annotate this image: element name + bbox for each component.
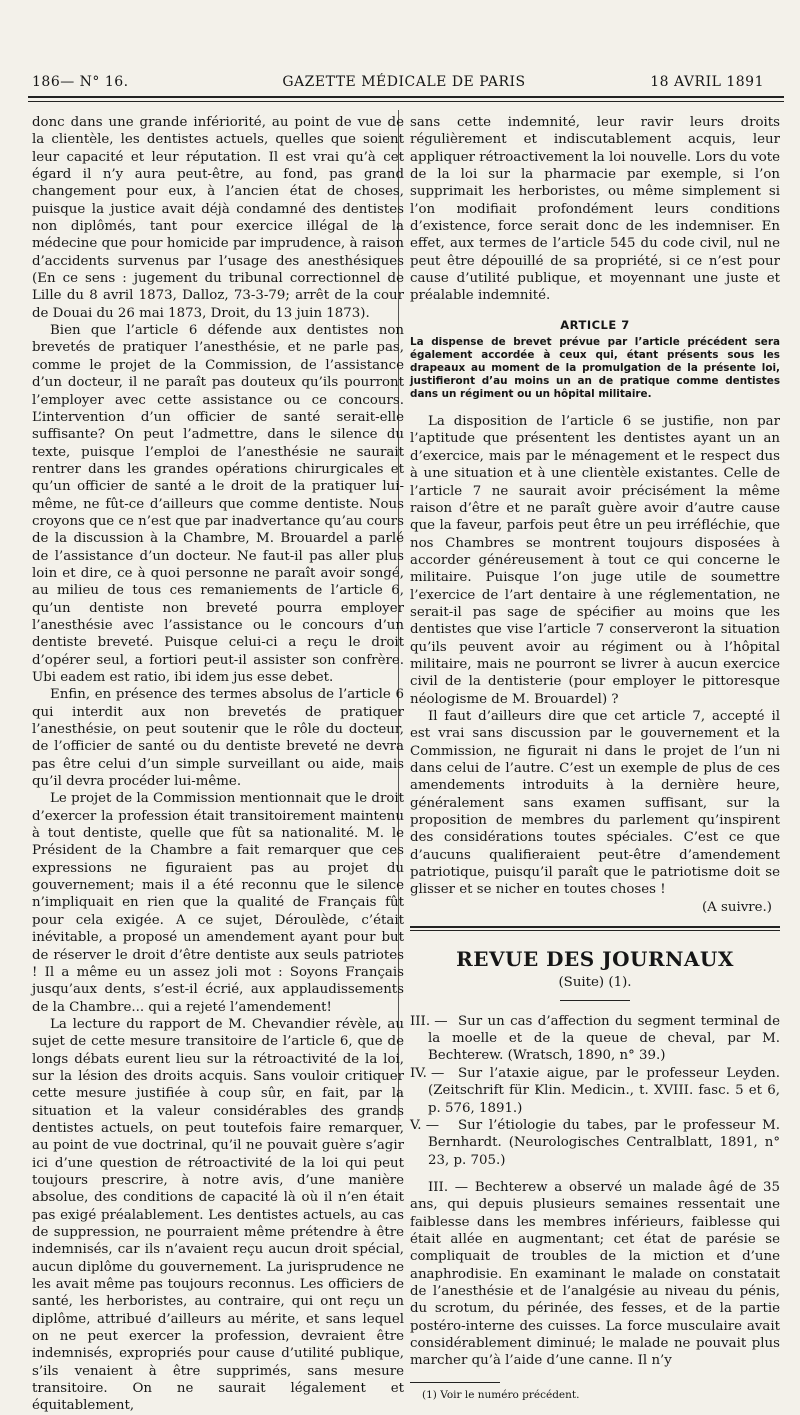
paragraph: III. — Bechterew a observé un malade âgé de 35 ans, qui depuis plusieurs semaines ressentait une faiblesse dans les membres inférieurs, faiblesse qui était allée en augmentant; cet état de parésie se compliquait de troubles de la miction et d’une anaphrodisie. En examinant le malade on constatait de l’anesthésie et de l’analgésie au niveau du pénis, du scrotum, du périnée, des fesses, et de la partie postéro-interne des cuisses. La force musculaire avait considérablement diminué; le malade ne pouvait plus marcher qu’à l’aide d’une canne. Il n’y [410,1179,780,1369]
paragraph: Enfin, en présence des termes absolus de l’article 6 qui interdit aux non brevetés de pratiquer l’anesthésie, on peut soutenir que le rôle du docteur, de l’officier de santé ou du dentiste breveté ne devra pas être celui d’un simple surveillant ou aide, mais qu’il devra procéder lui-même. [32,687,404,790]
reference-item [410,1013,780,1065]
footnote-rule [410,1382,500,1383]
journal-title: GAZETTE MÉDICALE DE PARIS [282,74,526,90]
reference-number: V. — [410,1117,440,1133]
to-be-continued: (A suivre.) [701,899,772,915]
page-number: 186— N° 16. [32,74,129,90]
reference-text: Sur l’ataxie aigue, par le professeur Leyden. (Zeitschrift für Klin. Medicin., t. XVIII. fasc. 5 et 6, p. 576, 1891.) [428,1065,780,1116]
section-rule [410,926,780,931]
right-column [410,114,780,1404]
reference-text: Sur l’étiologie du tabes, par le professeur M. Bernhardt. (Neurologisches Centralblatt, 1891, n° 23, p. 705.) [428,1117,780,1168]
paragraph: La lecture du rapport de M. Chevandier révèle, au sujet de cette mesure transitoire de l’article 6, que de longs débats eurent lieu sur la rétroactivité de la loi, sur la lésion des droits acquis. Sans vouloir critiquer cette mesure justifiée à coup sûr, en fait, par la situation et la valeur considérables des grands dentistes actuels, on peut toutefois faire remarquer, au point de vue doctrinal, qu’il ne pouvait guère s’agir ici d’une question de rétroactivité de la loi qui peut toujours prescrire, à notre avis, d’une manière absolue, des conditions de capacité là où il n’en était pas exigé préalablement. Les dentistes actuels, au cas de suppression, ne pourraient même prétendre à être indemnisés, car ils n’avaient reçu aucun droit spécial, aucun diplôme du gouvernement. La jurisprudence ne les avait même pas toujours reconnus. Les officiers de santé, les herboristes, au contraire, qui ont reçu un diplôme, attribué d’ailleurs au mérite, et sans lequel on ne peut exercer la profession, devraient être indemnisés, expropriés pour cause d’utilité publique, s’ils venaient à être supprimés, sans mesure transitoire. On ne saurait légalement et équitablement, [32,1016,404,1414]
reference-item [410,1065,780,1117]
left-column [32,114,404,1415]
reference-text: Sur un cas d’affection du segment terminal de la moelle et de la queue de cheval, par M. Bechterew. (Wratsch, 1890, n° 39.) [428,1013,780,1064]
running-header [28,74,780,96]
reference-number: III. — [410,1013,448,1029]
footnote: (1) Voir le numéro précédent. [422,1388,580,1401]
paragraph: Bien que l’article 6 défende aux dentistes non brevetés de pratiquer l’anesthésie, et ne parle pas, comme le projet de la Commission, de l’assistance d’un docteur, il ne paraît pas douteux qu’ils pourront l’employer avec cette assistance ou ce concours. L’intervention d’un officier de santé serait-elle suffisante? On peut l’admettre, dans le silence du texte, puisque l’emploi de l’anesthésie ne saurait rentrer dans les grandes opérations chirurgicales et qu’un officier de santé a le droit de la pratiquer lui-même, ne fût-ce d’ailleurs que comme dentiste. Nous croyons que ce n’est que par inadvertance qu’au cours de la discussion à la Chambre, M. Brouardel a parlé de l’assistance d’un docteur. Ne faut-il pas aller plus loin et dire, ce à quoi personne ne paraît avoir songé, au milieu de tous ces remaniements de l’article 6, qu’un dentiste non breveté pourra employer l’anesthésie avec l’assistance ou le concours d’un dentiste breveté. Puisque celui-ci a reçu le droit d’opérer seul, a fortiori peut-il assister son confrère. Ubi eadem est ratio, ibi idem jus esse debet. [32,323,404,685]
paragraph: La disposition de l’article 6 se justifie, non par l’aptitude que présentent les dentistes ayant un an d’exercice, mais par le ménagement et le respect dus à une situation et à une clientèle existantes. Celle de l’article 7 ne saurait avoir précisément la même raison d’être et ne paraît guère avoir d’autre cause que la faveur, parfois peut être un peu irréfléchie, que nos Chambres se montrent toujours disposées à accorder généreusement à tout ce qui concerne le militaire. Puisque l’on juge utile de soumettre l’exercice de l’art dentaire à une réglementation, ne serait-il pas sage de spécifier au moins que les dentistes que vise l’article 7 conserveront la situation qu’ils peuvent avoir au régiment ou à l’hôpital militaire, mais ne pourront se livrer à aucun exercice civil de la dentisterie (pour employer le pittoresque néologisme de M. Brouardel) ? [410,414,780,707]
reference-number: IV. — [410,1065,445,1081]
header-rule [28,96,784,98]
section-subtitle: (Suite) (1). [558,975,632,991]
issue-date: 18 AVRIL 1891 [650,74,764,90]
article-title: ARTICLE 7 [560,317,630,332]
short-rule [560,1000,630,1001]
section-title: REVUE DES JOURNAUX [456,947,734,972]
article-text: La dispense de brevet prévue par l’article précédent sera également accordée à ceux qui, étant présents sous les drapeaux au moment de la promulgation de la présente loi, justifieront d’au moins un an de pratique comme dentistes dans un régiment ou un hôpital militaire. [410,336,780,401]
reference-item [410,1117,780,1169]
paragraph: Il faut d’ailleurs dire que cet article 7, accepté il est vrai sans discussion par le gouvernement et la Commission, ne figurait ni dans le projet de l’un ni dans celui de l’autre. C’est un exemple de plus de ces amendements introduits à la dernière heure, généralement sans examen suffisant, sur la proposition de membres du parlement qu’inspirent des considérations toutes spéciales. C’est ce que d’aucuns qualifieraient peut-être d’amendement patriotique, puisqu’il paraît que le patriotisme doit se glisser et se nicher en toutes choses ! [410,708,780,898]
header-rule-thin [28,101,784,102]
paragraph: donc dans une grande infériorité, au point de vue de la clientèle, les dentistes actuels, quelles que soient leur capacité et leur réputation. Il est vrai qu’à cet égard il n’y aura peut-être, au fond, pas grand changement pour eux, à l’ancien état de choses, puisque la justice avait déjà condamné des dentistes non diplômés, tant pour exercice illégal de la médecine que pour homicide par imprudence, à raison d’accidents survenus par l’usage des anesthésiques (En ce sens : jugement du tribunal correctionnel de Lille du 8 avril 1873, Dalloz, 73-3-79; arrêt de la cour de Douai du 26 mai 1873, Droit, du 13 juin 1873). [32,115,404,321]
paragraph: Le projet de la Commission mentionnait que le droit d’exercer la profession était transitoirement maintenu à tout dentiste, quelle que fût sa nationalité. M. le Président de la Chambre a fait remarquer que ces expressions ne figuraient pas au projet du gouvernement; mais il a été reconnu que le silence n’impliquait en rien que la qualité de Français fût pour cela exigée. A ce sujet, Déroulède, c’était inévitable, a proposé un amendement ayant pour but de réserver le droit d’être dentiste aux seuls patriotes ! Il a même eu un assez joli mot : Soyons Français jusqu’aux dents, s’est-il écrié, aux applaudissements de la Chambre... qui a rejeté l’amendement! [32,791,404,1015]
paragraph: sans cette indemnité, leur ravir leurs droits régulièrement et indiscutablement acquis, leur appliquer rétroactivement la loi nouvelle. Lors du vote de la loi sur la pharmacie par exemple, si l’on supprimait les herboristes, ou même simplement si l’on modifiait profondément leurs conditions d’existence, force serait donc de les indemniser. En effet, aux termes de l’article 545 du code civil, nul ne peut être dépouillé de sa propriété, si ce n’est pour cause d’utilité publique, et moyennant une juste et préalable indemnité. [410,115,780,304]
